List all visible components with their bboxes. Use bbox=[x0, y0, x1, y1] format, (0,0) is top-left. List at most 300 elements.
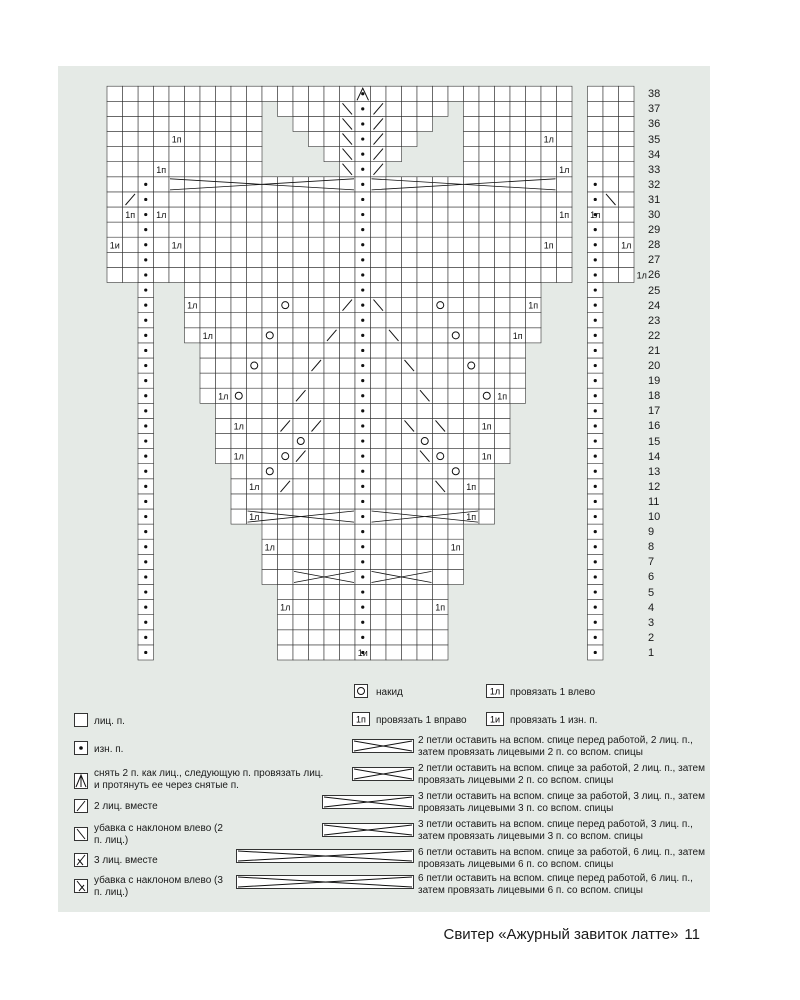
chart-cell bbox=[247, 252, 263, 267]
chart-cell bbox=[278, 539, 294, 554]
chart-cell bbox=[262, 464, 278, 479]
purl-dot bbox=[594, 228, 597, 231]
cell-label: 1п bbox=[543, 240, 554, 251]
chart-cell bbox=[603, 101, 619, 116]
chart-cell bbox=[324, 539, 340, 554]
chart-cell bbox=[169, 147, 185, 162]
legend-p-right: провязать 1 вправо bbox=[376, 715, 467, 726]
chart-cell bbox=[309, 177, 325, 192]
purl-dot bbox=[594, 470, 597, 473]
chart-cell bbox=[464, 403, 480, 418]
purl-dot bbox=[144, 258, 147, 261]
chart-cell bbox=[402, 630, 418, 645]
purl-dot bbox=[144, 485, 147, 488]
chart-cell bbox=[185, 177, 201, 192]
chart-cell bbox=[386, 252, 402, 267]
chart-cell bbox=[340, 86, 356, 101]
chart-cell bbox=[371, 237, 387, 252]
ssk3-symbol bbox=[74, 879, 88, 893]
chart-cell bbox=[603, 177, 619, 192]
chart-cell bbox=[216, 237, 232, 252]
chart-cell bbox=[247, 358, 263, 373]
chart-cell bbox=[262, 86, 278, 101]
chart-cell bbox=[247, 116, 263, 131]
chart-cell bbox=[278, 403, 294, 418]
chart-cell bbox=[309, 509, 325, 524]
chart-cell bbox=[510, 373, 526, 388]
chart-cell bbox=[231, 358, 247, 373]
purl-dot bbox=[594, 560, 597, 563]
purl-dot bbox=[361, 243, 364, 246]
purl-dot bbox=[594, 273, 597, 276]
chart-cell bbox=[479, 328, 495, 343]
chart-cell bbox=[340, 343, 356, 358]
chart-cell bbox=[479, 343, 495, 358]
chart-cell bbox=[417, 252, 433, 267]
chart-cell bbox=[107, 101, 123, 116]
chart-cell bbox=[340, 237, 356, 252]
chart-cell bbox=[464, 222, 480, 237]
chart-cell bbox=[510, 267, 526, 282]
chart-cell bbox=[495, 147, 511, 162]
chart-cell bbox=[293, 86, 309, 101]
chart-cell bbox=[123, 222, 139, 237]
purl-dot bbox=[144, 515, 147, 518]
chart-cell bbox=[448, 222, 464, 237]
purl-dot bbox=[361, 349, 364, 352]
chart-cell bbox=[464, 464, 480, 479]
chart-cell bbox=[278, 373, 294, 388]
chart-cell bbox=[402, 132, 418, 147]
purl-dot bbox=[144, 364, 147, 367]
purl-dot bbox=[361, 394, 364, 397]
purl-dot bbox=[594, 485, 597, 488]
chart-cell bbox=[340, 494, 356, 509]
chart-cell bbox=[169, 192, 185, 207]
chart-cell bbox=[154, 267, 170, 282]
knit-symbol bbox=[74, 713, 88, 727]
chart-cell bbox=[541, 116, 557, 131]
chart-cell bbox=[510, 237, 526, 252]
chart-cell bbox=[371, 283, 387, 298]
purl-dot bbox=[594, 183, 597, 186]
purl-dot bbox=[594, 651, 597, 654]
chart-cell bbox=[526, 237, 542, 252]
purl-dot bbox=[361, 455, 364, 458]
chart-cell bbox=[324, 101, 340, 116]
purl-dot bbox=[144, 243, 147, 246]
chart-cell bbox=[417, 403, 433, 418]
chart-cell bbox=[526, 313, 542, 328]
purl-dot bbox=[594, 364, 597, 367]
row-number: 11 bbox=[648, 495, 660, 508]
chart-cell bbox=[138, 132, 154, 147]
chart-cell bbox=[247, 434, 263, 449]
purl-dot bbox=[361, 137, 364, 140]
chart-cell bbox=[216, 207, 232, 222]
chart-cell bbox=[123, 177, 139, 192]
chart-cell bbox=[386, 313, 402, 328]
purl-dot bbox=[361, 168, 364, 171]
purl-dot bbox=[361, 530, 364, 533]
chart-cell bbox=[216, 358, 232, 373]
chart-cell bbox=[402, 494, 418, 509]
cable-2-front-symbol bbox=[352, 739, 414, 753]
chart-cell bbox=[247, 298, 263, 313]
chart-cell bbox=[557, 147, 573, 162]
chart-cell bbox=[417, 524, 433, 539]
cell-label: 1л bbox=[187, 300, 198, 311]
chart-cell bbox=[495, 358, 511, 373]
chart-cell bbox=[433, 101, 449, 116]
chart-cell bbox=[526, 328, 542, 343]
purl-dot bbox=[594, 636, 597, 639]
purl-dot bbox=[144, 183, 147, 186]
chart-cell bbox=[479, 86, 495, 101]
chart-cell bbox=[402, 313, 418, 328]
chart-cell bbox=[417, 101, 433, 116]
chart-cell bbox=[402, 298, 418, 313]
chart-cell bbox=[402, 237, 418, 252]
cell-label: 1п bbox=[466, 512, 477, 523]
chart-cell bbox=[510, 358, 526, 373]
chart-cell bbox=[231, 116, 247, 131]
chart-cell bbox=[402, 192, 418, 207]
row-number: 1 bbox=[648, 646, 655, 659]
chart-cell bbox=[216, 116, 232, 131]
purl-dot bbox=[361, 439, 364, 442]
chart-cell bbox=[324, 298, 340, 313]
row-number: 16 bbox=[648, 420, 661, 433]
chart-cell bbox=[371, 615, 387, 630]
chart-cell bbox=[464, 207, 480, 222]
chart-cell bbox=[293, 343, 309, 358]
chart-cell bbox=[262, 237, 278, 252]
chart-cell bbox=[619, 222, 635, 237]
row-number: 5 bbox=[648, 586, 655, 599]
chart-cell bbox=[479, 237, 495, 252]
chart-cell bbox=[417, 86, 433, 101]
chart-cell bbox=[262, 418, 278, 433]
chart-cell bbox=[479, 132, 495, 147]
chart-cell bbox=[340, 645, 356, 660]
chart-cell bbox=[247, 147, 263, 162]
chart-cell bbox=[262, 328, 278, 343]
chart-cell bbox=[107, 207, 123, 222]
chart-cell bbox=[402, 207, 418, 222]
chart-cell bbox=[309, 132, 325, 147]
purl-dot bbox=[594, 575, 597, 578]
chart-cell bbox=[123, 116, 139, 131]
purl-dot bbox=[594, 304, 597, 307]
chart-cell bbox=[433, 449, 449, 464]
chart-cell bbox=[216, 252, 232, 267]
chart-cell bbox=[386, 101, 402, 116]
chart-cell bbox=[324, 600, 340, 615]
row-number: 33 bbox=[648, 163, 661, 176]
chart-cell bbox=[138, 162, 154, 177]
chart-cell bbox=[619, 86, 635, 101]
cell-label: 1л bbox=[233, 421, 244, 432]
purl-dot bbox=[144, 545, 147, 548]
chart-cell bbox=[526, 222, 542, 237]
chart-cell bbox=[479, 403, 495, 418]
chart-cell bbox=[402, 615, 418, 630]
cable-3-front-symbol bbox=[322, 823, 414, 837]
chart-cell bbox=[526, 207, 542, 222]
chart-cell bbox=[448, 86, 464, 101]
chart-cell bbox=[231, 343, 247, 358]
chart-cell bbox=[309, 328, 325, 343]
chart-cell bbox=[433, 343, 449, 358]
purl-dot bbox=[361, 92, 364, 95]
chart-cell bbox=[262, 252, 278, 267]
purl-dot bbox=[594, 590, 597, 593]
chart-cell bbox=[309, 464, 325, 479]
chart-cell bbox=[293, 222, 309, 237]
chart-cell bbox=[603, 252, 619, 267]
row-number: 12 bbox=[648, 480, 661, 493]
row-number: 37 bbox=[648, 103, 661, 116]
chart-cell bbox=[448, 313, 464, 328]
chart-cell bbox=[231, 388, 247, 403]
chart-cell bbox=[371, 343, 387, 358]
purl-dot bbox=[594, 455, 597, 458]
chart-cell bbox=[293, 585, 309, 600]
chart-cell bbox=[448, 509, 464, 524]
chart-cell bbox=[200, 132, 216, 147]
chart-cell bbox=[479, 207, 495, 222]
chart-cell bbox=[619, 132, 635, 147]
chart-cell bbox=[278, 207, 294, 222]
chart-cell bbox=[541, 162, 557, 177]
chart-cell bbox=[293, 101, 309, 116]
chart-cell bbox=[107, 147, 123, 162]
cell-label: 1л bbox=[249, 512, 260, 523]
chart-cell bbox=[557, 132, 573, 147]
chart-cell bbox=[200, 177, 216, 192]
chart-cell bbox=[417, 343, 433, 358]
purl-dot bbox=[144, 319, 147, 322]
chart-cell bbox=[231, 434, 247, 449]
chart-cell bbox=[340, 207, 356, 222]
chart-cell bbox=[324, 358, 340, 373]
chart-cell bbox=[324, 403, 340, 418]
chart-cell bbox=[185, 328, 201, 343]
chart-cell bbox=[324, 479, 340, 494]
chart-cell bbox=[464, 418, 480, 433]
chart-cell bbox=[371, 585, 387, 600]
chart-cell bbox=[262, 283, 278, 298]
chart-cell bbox=[200, 116, 216, 131]
chart-cell bbox=[123, 147, 139, 162]
row-number: 24 bbox=[648, 299, 661, 312]
chart-cell bbox=[278, 237, 294, 252]
purl-dot bbox=[144, 228, 147, 231]
chart-cell bbox=[433, 434, 449, 449]
chart-cell bbox=[402, 222, 418, 237]
chart-cell bbox=[324, 116, 340, 131]
chart-cell bbox=[200, 192, 216, 207]
purl-dot bbox=[144, 575, 147, 578]
chart-cell bbox=[216, 192, 232, 207]
legend-p-left: провязать 1 влево bbox=[510, 687, 596, 698]
chart-cell bbox=[324, 615, 340, 630]
chart-cell bbox=[262, 373, 278, 388]
chart-cell bbox=[309, 222, 325, 237]
chart-cell bbox=[247, 343, 263, 358]
chart-cell bbox=[479, 298, 495, 313]
chart-cell bbox=[495, 313, 511, 328]
cell-label: 1л bbox=[621, 240, 632, 251]
chart-cell bbox=[107, 132, 123, 147]
chart-cell bbox=[216, 449, 232, 464]
chart-cell bbox=[495, 86, 511, 101]
chart-cell bbox=[247, 192, 263, 207]
cell-label: 1л bbox=[559, 164, 570, 175]
chart-cell bbox=[448, 328, 464, 343]
chart-cell bbox=[495, 177, 511, 192]
chart-cell bbox=[464, 267, 480, 282]
chart-cell bbox=[278, 101, 294, 116]
chart-cell bbox=[371, 403, 387, 418]
chart-cell bbox=[448, 207, 464, 222]
chart-cell bbox=[247, 283, 263, 298]
chart-cell bbox=[433, 569, 449, 584]
chart-cell bbox=[464, 162, 480, 177]
chart-cell bbox=[185, 283, 201, 298]
chart-cell bbox=[293, 116, 309, 131]
chart-cell bbox=[293, 313, 309, 328]
chart-cell bbox=[433, 630, 449, 645]
chart-cell bbox=[417, 177, 433, 192]
legend-cable-6-back: 6 петли оставить на вспом. спице за работой, 6 лиц. п., затем провязать лицевыми 6 п. со вспом. спицы bbox=[418, 847, 705, 870]
chart-cell bbox=[495, 449, 511, 464]
chart-cell bbox=[417, 418, 433, 433]
chart-cell bbox=[216, 418, 232, 433]
chart-cell bbox=[386, 222, 402, 237]
chart-cell bbox=[231, 162, 247, 177]
chart-cell bbox=[324, 418, 340, 433]
cell-label: 1и bbox=[109, 240, 120, 251]
chart-cell bbox=[293, 434, 309, 449]
chart-cell bbox=[262, 494, 278, 509]
chart-cell bbox=[216, 222, 232, 237]
purl-dot bbox=[144, 455, 147, 458]
row-number: 9 bbox=[648, 526, 655, 539]
chart-cell bbox=[154, 222, 170, 237]
chart-cell bbox=[510, 86, 526, 101]
chart-cell bbox=[417, 267, 433, 282]
purl-dot bbox=[361, 122, 364, 125]
chart-cell bbox=[464, 328, 480, 343]
chart-cell bbox=[247, 403, 263, 418]
chart-cell bbox=[293, 645, 309, 660]
purl-dot bbox=[594, 606, 597, 609]
chart-cell bbox=[340, 222, 356, 237]
chart-cell bbox=[541, 86, 557, 101]
chart-cell bbox=[309, 554, 325, 569]
chart-cell bbox=[386, 298, 402, 313]
chart-cell bbox=[169, 252, 185, 267]
chart-cell bbox=[324, 585, 340, 600]
page-number: 11 bbox=[684, 926, 700, 943]
chart-cell bbox=[262, 192, 278, 207]
chart-cell bbox=[247, 132, 263, 147]
chart-cell bbox=[200, 101, 216, 116]
purl-dot bbox=[144, 560, 147, 563]
chart-cell bbox=[200, 388, 216, 403]
chart-cell bbox=[433, 252, 449, 267]
chart-cell bbox=[386, 554, 402, 569]
chart-cell bbox=[402, 252, 418, 267]
chart-cell bbox=[324, 569, 340, 584]
legend-k3tog: 3 лиц. вместе bbox=[94, 855, 158, 866]
chart-cell bbox=[247, 388, 263, 403]
chart-cell bbox=[216, 101, 232, 116]
chart-cell bbox=[603, 116, 619, 131]
chart-cell bbox=[216, 434, 232, 449]
row-number: 7 bbox=[648, 556, 655, 569]
chart-cell bbox=[293, 192, 309, 207]
chart-cell bbox=[247, 494, 263, 509]
chart-cell bbox=[123, 267, 139, 282]
cell-label: 1п bbox=[125, 210, 136, 221]
chart-cell bbox=[262, 358, 278, 373]
row-number: 4 bbox=[648, 601, 655, 614]
row-number: 30 bbox=[648, 209, 661, 221]
chart-cell bbox=[293, 524, 309, 539]
chart-cell bbox=[603, 86, 619, 101]
chart-cell bbox=[262, 479, 278, 494]
chart-cell bbox=[402, 464, 418, 479]
chart-cell bbox=[309, 630, 325, 645]
chart-cell bbox=[495, 403, 511, 418]
chart-cell bbox=[619, 267, 635, 282]
chart-cell bbox=[278, 313, 294, 328]
chart-cell bbox=[309, 237, 325, 252]
chart-cell bbox=[247, 86, 263, 101]
chart-cell bbox=[417, 464, 433, 479]
chart-cell bbox=[526, 162, 542, 177]
chart-cell bbox=[371, 222, 387, 237]
chart-cell bbox=[340, 358, 356, 373]
chart-cell bbox=[371, 630, 387, 645]
chart-cell bbox=[216, 343, 232, 358]
chart-cell bbox=[262, 222, 278, 237]
chart-cell bbox=[402, 539, 418, 554]
chart-cell bbox=[293, 237, 309, 252]
chart-cell bbox=[324, 343, 340, 358]
chart-cell bbox=[386, 464, 402, 479]
chart-cell bbox=[231, 101, 247, 116]
chart-cell bbox=[464, 313, 480, 328]
chart-cell bbox=[464, 86, 480, 101]
chart-cell bbox=[448, 449, 464, 464]
chart-cell bbox=[371, 600, 387, 615]
chart-cell bbox=[386, 569, 402, 584]
chart-cell bbox=[278, 267, 294, 282]
chart-cell bbox=[386, 509, 402, 524]
chart-cell bbox=[107, 267, 123, 282]
chart-cell bbox=[402, 373, 418, 388]
purl-dot bbox=[144, 424, 147, 427]
chart-cell bbox=[464, 252, 480, 267]
purl-dot bbox=[361, 153, 364, 156]
chart-cell bbox=[293, 539, 309, 554]
chart-cell bbox=[510, 162, 526, 177]
chart-cell bbox=[495, 343, 511, 358]
